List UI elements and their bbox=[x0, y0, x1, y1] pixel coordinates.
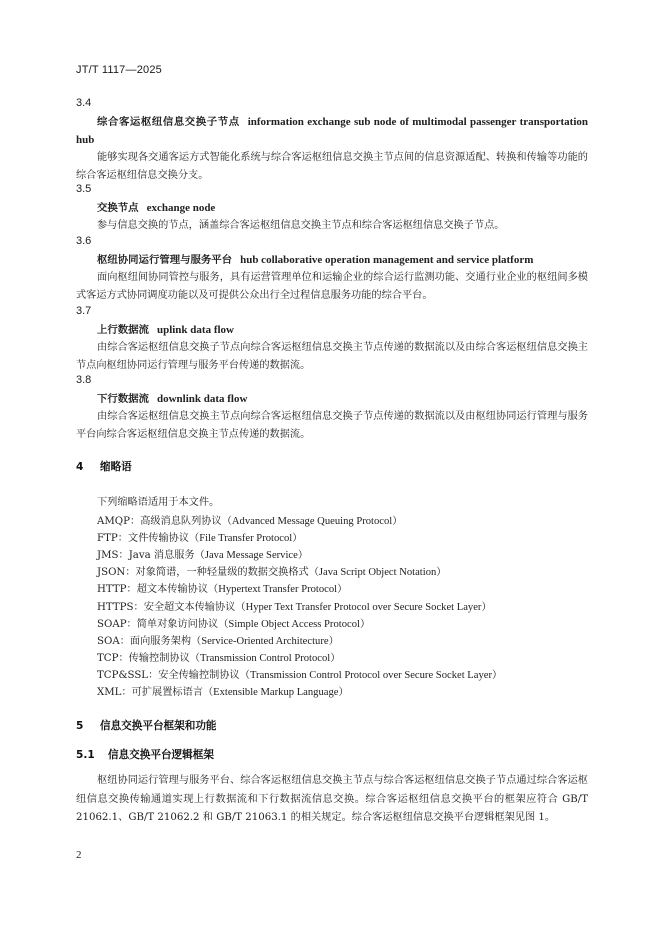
term-number: 3.4 bbox=[76, 97, 92, 109]
term-en: uplink data flow bbox=[156, 324, 234, 336]
term-definition: 由综合客运枢纽信息交换子节点向综合客运枢纽信息交换主节点传递的数据流以及由综合客运枢纽信息交换主节点向枢纽协同运行管理与服务平台传递的数据流。 bbox=[76, 342, 588, 371]
abbreviation-item: SOA：面向服务架构（Service-Oriented Architecture） bbox=[97, 635, 339, 647]
term-en: exchange node bbox=[146, 202, 216, 214]
term-zh: 交换节点 bbox=[97, 202, 139, 214]
abbreviation-item: AMQP：高级消息队列协议（Advanced Message Queuing Protocol） bbox=[97, 516, 403, 528]
abbr-en: Java Message Service bbox=[204, 550, 298, 562]
subsection-number: 5.1 bbox=[76, 749, 95, 761]
term-definition: 参与信息交换的节点，涵盖综合客运枢纽信息交换主节点和综合客运枢纽信息交换子节点。 bbox=[97, 220, 505, 231]
abbr-zh: 安全传输控制协议 bbox=[158, 669, 240, 681]
abbr-en: Java Script Object Notation bbox=[318, 567, 437, 579]
abbr-code: HTTP bbox=[97, 584, 127, 596]
abbreviation-item: XML：可扩展置标语言（Extensible Markup Language） bbox=[97, 687, 349, 699]
abbr-en: Extensible Markup Language bbox=[213, 687, 339, 699]
document-code-header: JT/T 1117—2025 bbox=[76, 64, 162, 76]
abbr-en: Hypertext Transfer Protocol bbox=[218, 584, 338, 596]
term-zh: 枢纽协同运行管理与服务平台 bbox=[97, 254, 233, 266]
abbr-code: XML bbox=[97, 687, 122, 699]
term-number: 3.6 bbox=[76, 235, 92, 247]
abbr-zh: 面向服务架构 bbox=[129, 635, 192, 647]
abbr-zh: 超文本传输协议 bbox=[136, 584, 209, 596]
abbreviation-item: HTTP：超文本传输协议（Hypertext Transfer Protocol） bbox=[97, 584, 348, 596]
page-number: 2 bbox=[76, 849, 82, 861]
abbr-en: Advanced Message Queuing Protocol bbox=[231, 516, 393, 528]
term-title bbox=[76, 199, 588, 217]
abbreviation-list bbox=[97, 494, 589, 701]
term-zh: 综合客运枢纽信息交换子节点 bbox=[97, 116, 240, 128]
abbr-en: Transmission Control Protocol bbox=[199, 652, 331, 664]
abbr-zh: 传输控制协议 bbox=[128, 652, 190, 664]
abbr-zh: 高级消息队列协议 bbox=[140, 516, 222, 528]
section-5-1-paragraph: 枢纽协同运行管理与服务平台、综合客运枢纽信息交换主节点与综合客运枢纽信息交换子节点通过综合客运枢纽信息交换传输通道实现上行数据流和下行数据流信息交换。综合客运枢纽信息交换平台的框架应符合 GB/T 21062.1、GB/T 21062.2 和 GB/T 21063.1 的相关规定。综合客运枢纽信息交换平台逻辑框架见图 1。 bbox=[76, 775, 588, 823]
abbr-code: SOAP bbox=[97, 618, 127, 630]
abbr-code: TCP&SSL bbox=[97, 669, 149, 681]
abbr-code: JMS bbox=[97, 550, 119, 562]
section-number: 4 bbox=[76, 461, 84, 473]
abbr-en: Simple Object Access Protocol bbox=[228, 618, 360, 630]
abbreviation-item: JSON：对象简谱，一种轻量级的数据交换格式（Java Script Object Notation） bbox=[97, 567, 447, 579]
term-entry-3-6 bbox=[76, 233, 588, 305]
term-number: 3.8 bbox=[76, 374, 92, 386]
abbreviation-item: TCP：传输控制协议（Transmission Control Protocol） bbox=[97, 652, 341, 664]
abbr-en: Service-Oriented Architecture bbox=[201, 635, 329, 647]
abbr-code: FTP bbox=[97, 533, 118, 545]
term-title bbox=[76, 321, 588, 339]
subsection-title: 信息交换平台逻辑框架 bbox=[108, 749, 214, 761]
term-en: downlink data flow bbox=[156, 393, 248, 405]
abbreviation-item: TCP&SSL：安全传输控制协议（Transmission Control Protocol over Secure Socket Layer） bbox=[97, 669, 503, 681]
term-entry-3-4 bbox=[76, 95, 588, 185]
section-5-heading bbox=[76, 718, 217, 733]
abbr-zh: Java 消息服务 bbox=[128, 550, 195, 562]
abbr-code: HTTPS bbox=[97, 601, 134, 613]
abbreviation-item: HTTPS：安全超文本传输协议（Hyper Text Transfer Protocol over Secure Socket Layer） bbox=[97, 601, 492, 613]
abbreviation-intro: 下列缩略语适用于本文件。 bbox=[97, 497, 220, 508]
abbr-en: File Transfer Protocol bbox=[199, 533, 293, 545]
abbr-zh: 可扩展置标语言 bbox=[131, 687, 203, 699]
term-title bbox=[76, 251, 588, 269]
abbr-zh: 文件传输协议 bbox=[127, 533, 190, 545]
abbr-code: SOA bbox=[97, 635, 120, 647]
abbr-code: AMQP bbox=[97, 516, 130, 528]
abbr-en: Transmission Control Protocol over Secure Socket Layer bbox=[249, 669, 492, 681]
term-en: information exchange sub node of multimodal passenger transportation hub bbox=[76, 116, 589, 146]
abbr-code: TCP bbox=[97, 652, 119, 664]
term-zh: 下行数据流 bbox=[97, 393, 149, 405]
term-title bbox=[76, 390, 588, 408]
term-title bbox=[76, 113, 588, 149]
term-definition: 面向枢纽间协同管控与服务，具有运营管理单位和运输企业的综合运行监测功能、交通行业企业的枢纽间多模式客运方式协同调度功能以及可提供公众出行全过程信息服务功能的综合平台。 bbox=[76, 272, 588, 301]
term-definition: 能够实现各交通客运方式智能化系统与综合客运枢纽信息交换主节点间的信息资源适配、转换和传输等功能的综合客运枢纽信息交换分支。 bbox=[76, 152, 588, 181]
abbr-zh: 简单对象访问协议 bbox=[136, 618, 219, 630]
abbreviation-item: SOAP：简单对象访问协议（Simple Object Access Protocol） bbox=[97, 618, 371, 630]
term-number: 3.5 bbox=[76, 183, 92, 195]
term-definition: 由综合客运枢纽信息交换主节点向综合客运枢纽信息交换子节点传递的数据流以及由枢纽协同运行管理与服务平台向综合客运枢纽信息交换主节点传递的数据流。 bbox=[76, 411, 588, 440]
term-entry-3-7 bbox=[76, 303, 588, 375]
term-entry-3-8 bbox=[76, 372, 588, 444]
subsection-5-1-heading bbox=[76, 747, 214, 762]
term-entry-3-5 bbox=[76, 181, 588, 235]
section-number: 5 bbox=[76, 720, 84, 732]
term-number: 3.7 bbox=[76, 305, 92, 317]
term-zh: 上行数据流 bbox=[97, 324, 149, 336]
section-title: 信息交换平台框架和功能 bbox=[100, 720, 217, 732]
abbreviation-item: FTP：文件传输协议（File Transfer Protocol） bbox=[97, 533, 303, 545]
section-title: 缩略语 bbox=[100, 461, 132, 473]
abbreviation-item: JMS：Java 消息服务（Java Message Service） bbox=[97, 550, 309, 562]
abbr-en: Hyper Text Transfer Protocol over Secure Socket Layer bbox=[245, 601, 482, 613]
term-en: hub collaborative operation management and service platform bbox=[240, 254, 534, 266]
abbr-zh: 安全超文本传输协议 bbox=[143, 601, 236, 613]
abbr-code: JSON bbox=[97, 567, 126, 579]
abbr-zh: 对象简谱，一种轻量级的数据交换格式 bbox=[135, 567, 309, 579]
section-4-heading bbox=[76, 459, 132, 474]
